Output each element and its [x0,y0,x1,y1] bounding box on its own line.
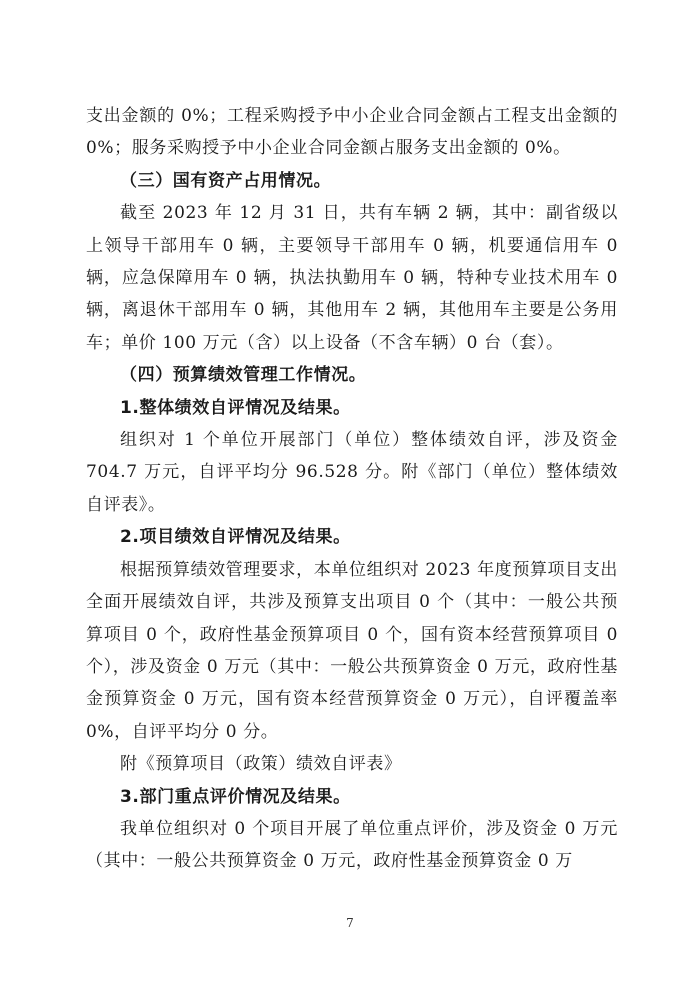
page-number: 7 [346,916,354,930]
paragraph-key-eval: 我单位组织对 0 个项目开展了单位重点评价，涉及资金 0 万元（其中：一般公共预算资金 0 万元，政府性基金预算资金 0 万 [86,818,618,872]
paragraph-vehicles: 截至 2023 年 12 月 31 日，共有车辆 2 辆，其中：副省级以上领导干部用车 0 辆，主要领导干部用车 0 辆，机要通信用车 0 辆，应急保障用车 0 辆，执法执勤用车 0 辆，特种专业技术用车 0 辆，离退休干部用车 0 辆，其他用车 2 辆，其他用车主要是公务用车；单价 100 万元（含）以上设备（不含车辆）0 台（套）。 [86,203,618,353]
section-heading-performance: （四）预算绩效管理工作情况。 [120,365,367,386]
subheading-project-eval: 2.项目绩效自评情况及结果。 [120,527,351,548]
page-body [86,100,618,878]
paragraph-overall-eval: 组织对 1 个单位开展部门（单位）整体绩效自评，涉及资金 704.7 万元，自评平均分 96.528 分。附《部门（单位）整体绩效自评表》。 [86,430,618,515]
subheading-overall-eval: 1.整体绩效自评情况及结果。 [120,397,351,418]
subheading-key-eval: 3.部门重点评价情况及结果。 [120,786,351,807]
paragraph-project-eval: 根据预算绩效管理要求，本单位组织对 2023 年度预算项目支出全面开展绩效自评，共涉及预算支出项目 0 个（其中：一般公共预算项目 0 个，政府性基金预算项目 0 个，国有资本经营预算项目 0 个），涉及资金 0 万元（其中：一般公共预算资金 0 万元，政府性基金预算资金 0 万元，国有资本经营预算资金 0 万元），自评覆盖率 0%，自评平均分 0 分。 [86,559,618,742]
section-heading-assets: （三）国有资产占用情况。 [120,170,332,191]
paragraph-continuation: 支出金额的 0%；工程采购授予中小企业合同金额占工程支出金额的 0%；服务采购授予中小企业合同金额占服务支出金额的 0%。 [86,106,618,159]
paragraph-attachment: 附《预算项目（政策）绩效自评表》 [120,754,402,775]
